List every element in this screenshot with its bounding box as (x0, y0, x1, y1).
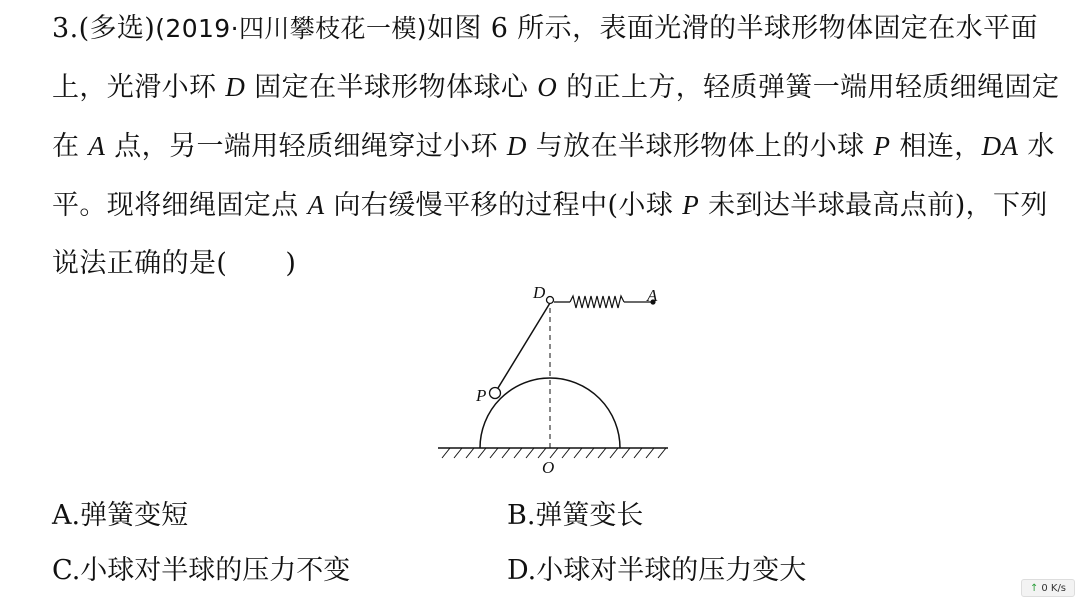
question-type: (多选) (78, 13, 156, 44)
question-segment: ) (285, 248, 297, 279)
label-P: P (476, 386, 487, 405)
upload-arrow-icon: ↑ (1029, 582, 1039, 594)
question-segment: 向右缓慢平移的过程中(小球 (324, 190, 683, 221)
question-segment: 未到达半球最高点前)，下列说法正确的是( (52, 190, 1048, 279)
label-O: O (542, 458, 555, 477)
question-number: 3. (52, 13, 79, 44)
var-D: D (225, 72, 246, 102)
question-source: (2019·四川攀枝花一模) (155, 14, 427, 43)
label-D: D (533, 283, 546, 302)
question-segment: 与放在半球形物体上的小球 (526, 131, 874, 162)
var-A: A (88, 131, 106, 161)
question-segment: 如图 6 所示，表面光滑的半球形物体固定在水平面上，光滑小环 (52, 13, 1038, 103)
var-P: P (873, 131, 891, 161)
spring (570, 296, 624, 308)
ring-D (547, 297, 554, 304)
physics-figure (430, 280, 680, 480)
var-DA: DA (981, 131, 1019, 161)
question-segment: 的正上方，轻质弹簧一端用轻质细绳固定在 (52, 72, 1060, 162)
question-text (52, 0, 1062, 293)
ball-P (490, 388, 501, 399)
var-P: P (682, 190, 700, 220)
label-A: A (647, 286, 658, 305)
question-segment: 点，另一端用轻质细绳穿过小环 (105, 131, 507, 162)
option-b[interactable]: B.弹簧变长 (507, 500, 644, 531)
ground-hatching (442, 448, 666, 458)
option-a[interactable]: A.弹簧变短 (52, 500, 189, 531)
option-c[interactable]: C.小球对半球的压力不变 (52, 555, 351, 586)
option-d[interactable]: D.小球对半球的压力变大 (507, 555, 807, 586)
network-speed-widget (1021, 579, 1075, 597)
var-O: O (537, 72, 558, 102)
network-speed: 0 K/s (1041, 582, 1067, 594)
question-segment: 水平。现将细绳固定点 (52, 131, 1055, 221)
rope-DP (498, 303, 550, 388)
question-segment: 相连， (890, 131, 982, 162)
var-D: D (506, 131, 527, 161)
var-A: A (307, 190, 325, 220)
question-segment: 固定在半球形物体球心 (245, 72, 538, 103)
